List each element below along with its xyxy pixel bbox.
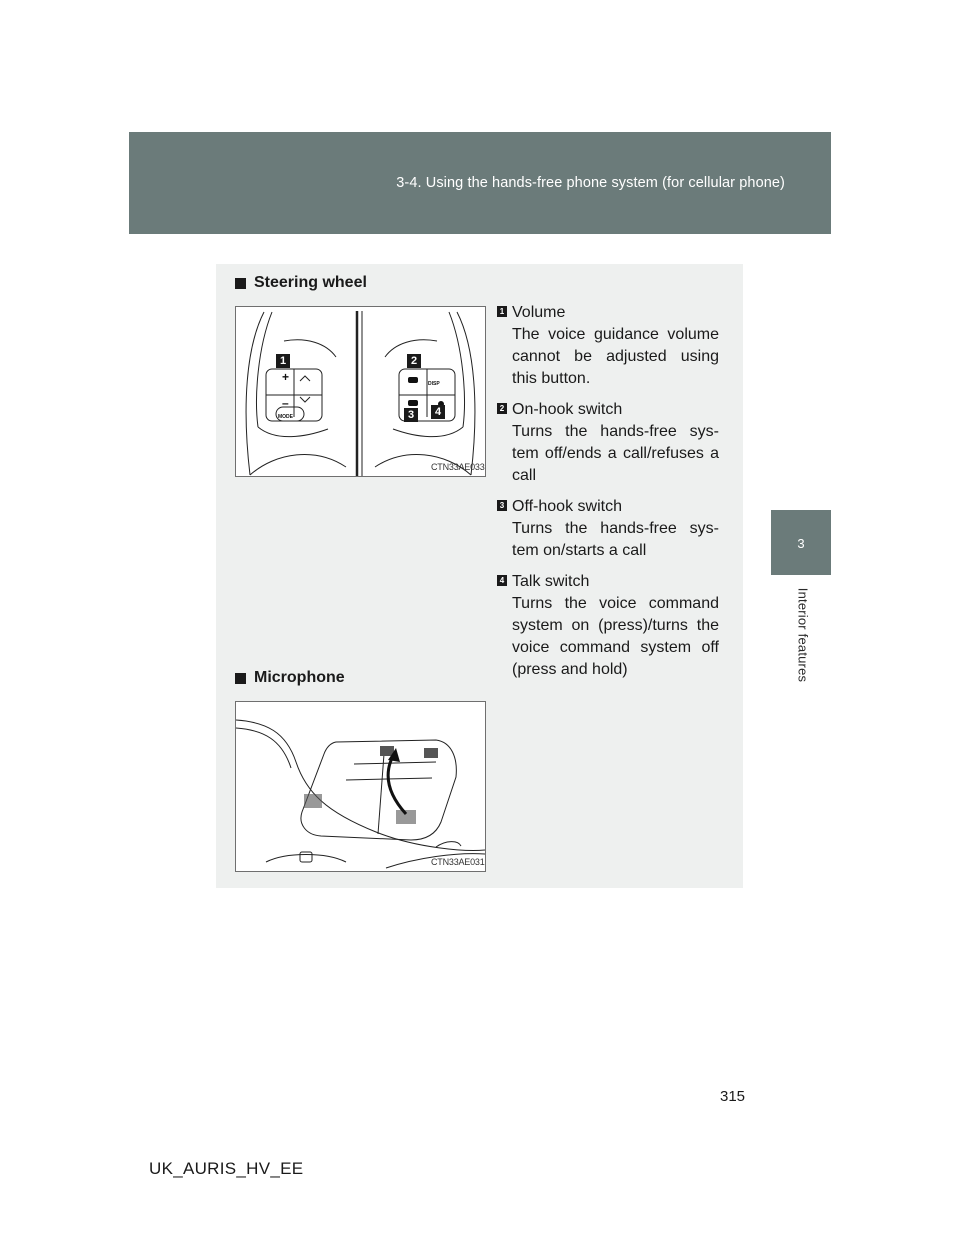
- steering-wheel-heading-text: Steering wheel: [254, 274, 367, 291]
- steering-wheel-illustration: [236, 307, 485, 476]
- list-item-talk: [497, 571, 719, 681]
- item-number-1: 1: [497, 306, 507, 317]
- item-number-2: 2: [497, 403, 507, 414]
- bullet-icon: [235, 673, 246, 684]
- callout-badge-3: 3: [404, 408, 418, 422]
- item-description: Turns the voice command system on (press)/turns the voice command system off (press and hold): [512, 595, 719, 678]
- item-title: Volume: [512, 304, 566, 321]
- item-title: On-hook switch: [512, 401, 623, 418]
- microphone-heading: [235, 669, 345, 687]
- switch-list: [497, 302, 719, 690]
- microphone-heading-text: Microphone: [254, 669, 345, 686]
- chapter-label: [792, 580, 814, 690]
- chapter-tab: [771, 510, 831, 575]
- bullet-icon: [235, 278, 246, 289]
- item-description: Turns the hands-free sys-tem on/starts a call: [512, 520, 719, 559]
- list-item-off-hook: [497, 496, 719, 562]
- list-item-on-hook: [497, 399, 719, 487]
- item-number-4: 4: [497, 575, 507, 586]
- header-bar: [129, 132, 831, 234]
- item-description: The voice guidance volume cannot be adjusted using this button.: [512, 326, 719, 387]
- footer-code: UK_AURIS_HV_EE: [149, 1159, 304, 1178]
- disp-button-label: DISP: [428, 381, 440, 387]
- steering-wheel-heading: [235, 274, 367, 292]
- callout-badge-2: 2: [407, 354, 421, 368]
- callout-badge-4: 4: [431, 405, 445, 419]
- microphone-figure: [235, 701, 486, 872]
- header-title: 3-4. Using the hands-free phone system (for cellular phone): [396, 175, 785, 191]
- chapter-label-text: Interior features: [795, 587, 811, 683]
- svg-text:+: +: [282, 370, 290, 384]
- steering-wheel-figure: [235, 306, 486, 477]
- callout-badge-1: 1: [276, 354, 290, 368]
- microphone-figure-code: CTN33AE031: [431, 857, 485, 867]
- mode-button-label: MODE: [278, 414, 293, 420]
- list-item-volume: [497, 302, 719, 390]
- microphone-illustration: [236, 702, 485, 871]
- page-number: 315: [720, 1088, 746, 1105]
- item-title: Talk switch: [512, 573, 590, 590]
- item-title: Off-hook switch: [512, 498, 622, 515]
- svg-text:–: –: [282, 396, 289, 410]
- item-number-3: 3: [497, 500, 507, 511]
- chapter-number: 3: [797, 536, 805, 551]
- steering-figure-code: CTN33AE033: [431, 462, 485, 472]
- item-description: Turns the hands-free sys-tem off/ends a call/refuses a call: [512, 423, 719, 484]
